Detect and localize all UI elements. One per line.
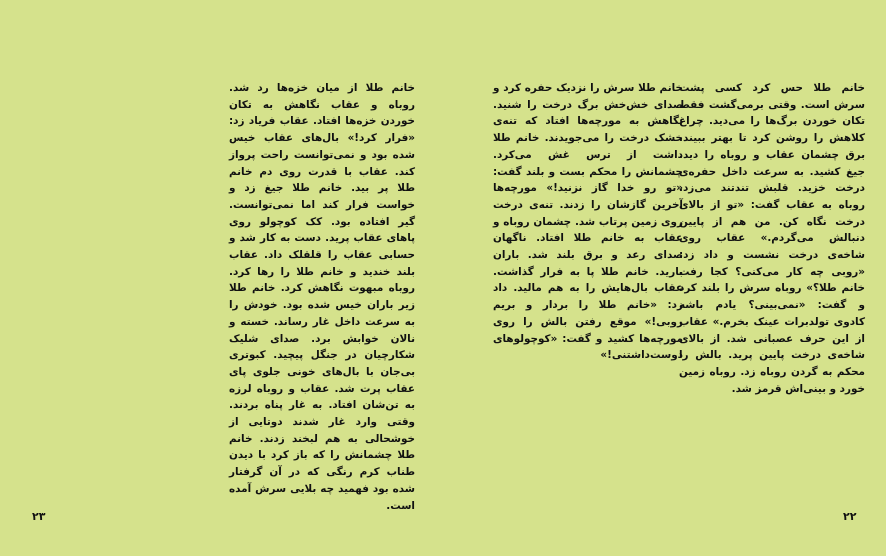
page-number-22: ۲۲ — [843, 510, 857, 523]
page-22-second-column — [493, 80, 683, 364]
page-22-second-paragraph: خانم طلا سرش را نزدیک حفره کرد و صدای خش‌خش برگ درخت را شنید. نگاهش به مورچه‌ها افتاد که تنه‌ی خشک درخت را می‌جویدند. خانم طلا داشت از ترس غش می‌کرد. چشمانش را محکم بست و بلند گفت: «تو رو خدا گاز نزنید!» مورچه‌ها آخرین گازشان را زدند. تنه‌ی درخت روی زمین پرتاب شد. چشمان روباه و عقاب به خانم طلا افتاد. ناگهان صدای رعد و برق بلند شد. باران بارید. خانم طلا پا به فرار گذاشت. عقاب بال‌هایش را به هم مالید. داد زد: «خانم طلا را بردار و بریم روبی!» موقع رفتن بالش را روی مورچه‌ها کشید و گفت: «کوچولوهای دوست‌داشتنی!» — [493, 82, 683, 362]
page-23-text-column — [229, 80, 415, 514]
page-22-paragraph: خانم طلا حس کرد کسی پشت سرش است. وقتی برمی‌گشت فقط تکان خوردن برگ‌ها را می‌دید. چراغ کلاهش را روشن کرد تا بهتر ببیند. برق چشمان عقاب و روباه را دید. جیغ کشید. به سرعت داخل حفره‌ی درخت خزید. قلبش تندتند می‌زد. روباه به عقاب گفت: «تو از بالای درخت نگاه کن. من هم از پایین دنبالش می‌گردم.» عقاب روی شاخه‌ی درخت نشست و داد زد: «روبی چه کار می‌کنی؟ کجا رفت خانم طلا؟» روباه سرش را بلند کرد و گفت: «نمی‌بینی؟ یادم باشه کادوی تولدبرات عینک بخرم.» عقاب از این حرف عصبانی شد. از بالای شاخه‌ی درخت پایین پرید. بالش را محکم به گردن روباه زد. روباه زمین خورد و بینی‌اش قرمز شد. — [679, 82, 865, 395]
page-number-23: ۲۳ — [32, 510, 46, 523]
page-22-text-column — [679, 80, 865, 397]
page-23-paragraph: خانم طلا از میان خزه‌ها رد شد. روباه و عقاب نگاهش به تکان خوردن خزه‌ها افتاد. عقاب فریاد زد: «فرار کرد!» بال‌های عقاب خیس شده بود و نمی‌توانست راحت پرواز کند. عقاب با قدرت روی دم خانم طلا پر بید. خانم طلا جیغ زد و خواست فرار کند اما نمی‌توانست. گیر افتاده بود. کک کوچولو روی پاهای عقاب پرید. دست به کار شد و حسابی عقاب را قلقلک داد. عقاب بلند خندید و خانم طلا را رها کرد. روباه مبهوت نگاهش کرد. خانم طلا زیر باران خیس شده بود. خودش را به سرعت داخل غار رساند. خسته و نالان خوابش برد. صدای شلیک شکارچیان در جنگل پیچید. کبوتری بی‌جان با بال‌های خونی جلوی پای عقاب پرت شد. عقاب و روباه لرزه به تن‌شان افتاد. به غار پناه بردند. وقتی وارد غار شدند دوتایی از خوشحالی به هم لبخند زدند. خانم طلا چشمانش را که باز کرد با دیدن طناب کرم رنگی که در آن گرفتار شده بود فهمید چه بلایی سرش آمده است. — [229, 82, 415, 512]
